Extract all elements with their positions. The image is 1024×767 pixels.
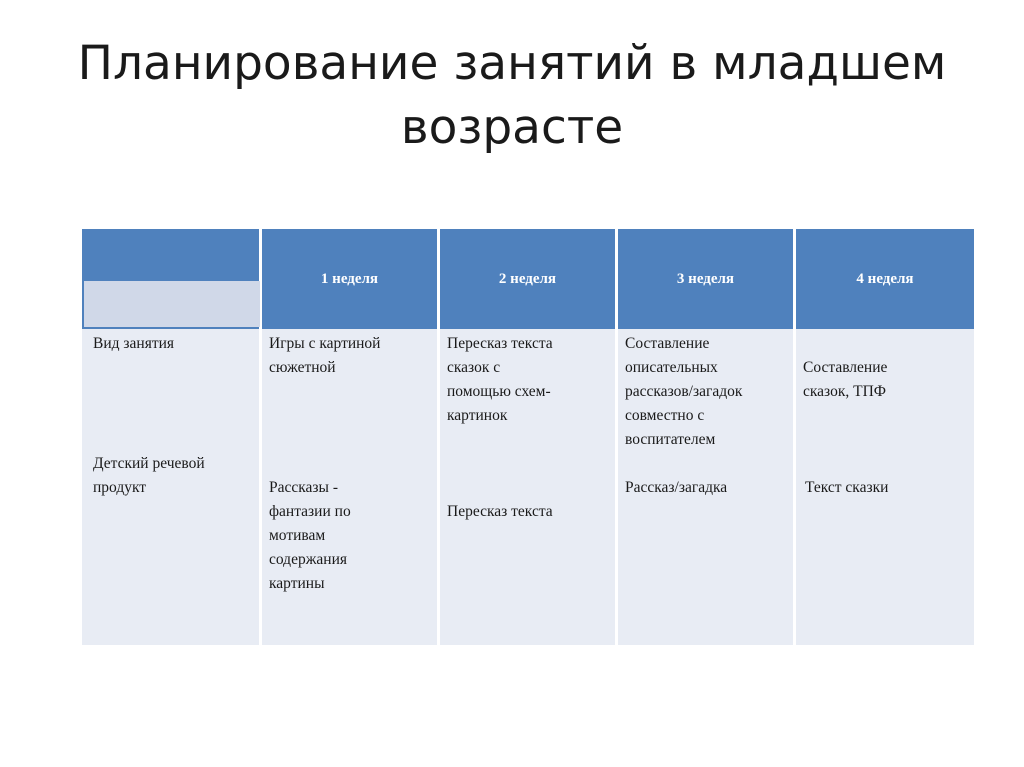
header-corner xyxy=(82,229,259,329)
week3-product: Рассказ/загадка xyxy=(625,479,728,496)
week4-product: Текст сказки xyxy=(805,479,889,496)
header-corner-inner xyxy=(84,281,260,327)
week2-product: Пересказ текста xyxy=(447,503,553,520)
slide-title xyxy=(60,32,964,160)
row-label-speech-product: Детский речевой продукт xyxy=(93,455,205,496)
week3-activity: Составление описательных рассказов/загадок совместно с воспитателем xyxy=(625,335,743,448)
header-week-2: 2 неделя xyxy=(440,229,615,329)
header-week-3: 3 неделя xyxy=(618,229,793,329)
row-label-activity: Вид занятия xyxy=(93,335,175,352)
week1-activity: Игры с картиной сюжетной xyxy=(269,335,381,376)
week4-activity: Составление сказок, ТПФ xyxy=(803,359,888,400)
header-week-4: 4 неделя xyxy=(796,229,974,329)
header-week-1: 1 неделя xyxy=(262,229,437,329)
slide-title-line1: Планирование занятий в младшем xyxy=(77,36,947,91)
week1-product: Рассказы - фантазии по мотивам содержания картины xyxy=(269,479,351,592)
week2-activity: Пересказ текста сказок с помощью схем- картинок xyxy=(447,335,553,424)
slide-title-line2: возрасте xyxy=(400,100,624,155)
schedule-table xyxy=(82,229,974,645)
